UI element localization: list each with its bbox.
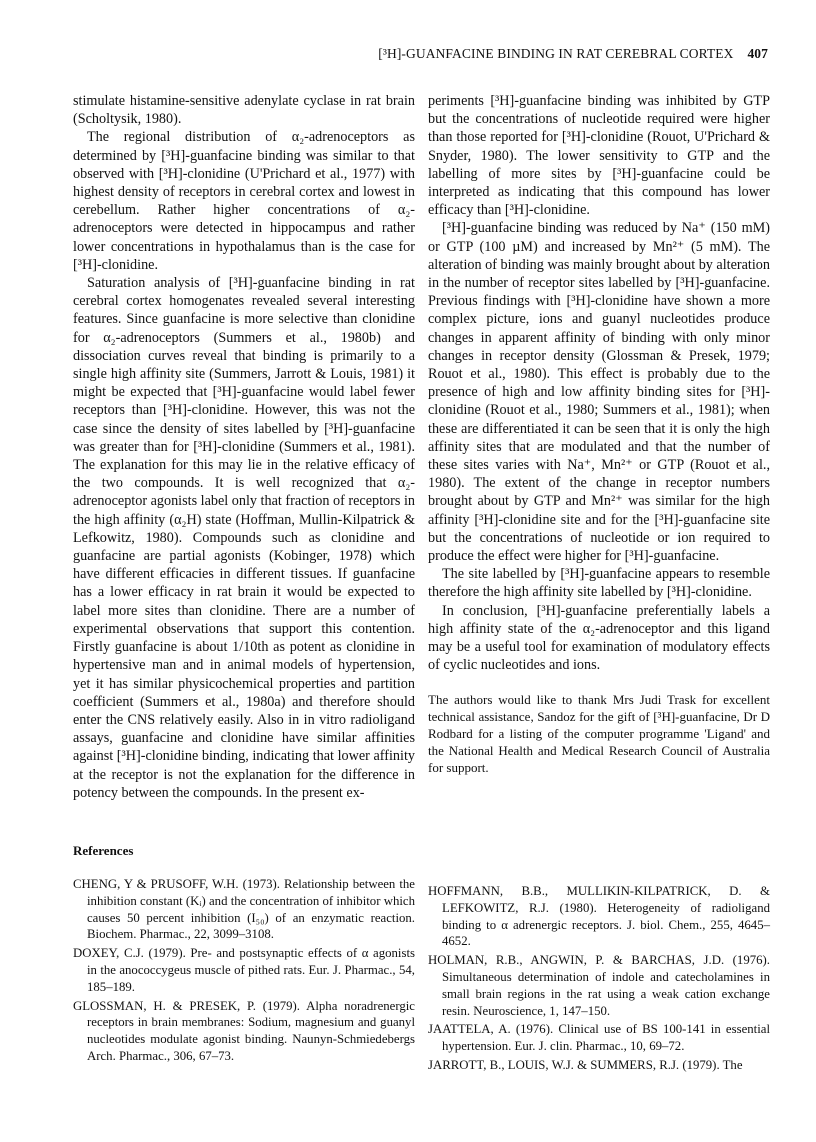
paragraph: Saturation analysis of [³H]-guanfacine binding in rat cerebral cortex homogenates revealed several interesting features. Since guanfacine is more selective than clonidine for α₂-adrenoceptors (Summers et al., 1980b) and dissociation curves reveal that binding is primarily to a single high affinity site (Summers, Jarrott & Louis, 1981) it might be expected that [³H]-guanfacine would label fewer receptors than [³H]-clonidine. However, this was not the case since the density of sites labelled by [³H]-guanfacine was greater than for [³H]-clonidine (Summers et al., 1981). The explanation for this may lie in the relative efficacy of the two compounds. It is well recognized that α₂-adrenoceptor agonists label only that fraction of receptors in the high affinity (α₂H) state (Hoffman, Mullin-Kilpatrick & Lefkowitz, 1980). Compounds such as clonidine and guanfacine are partial agonists (Kobinger, 1978) which have different efficacies in different tissues. If guanfacine has a lower efficacy in rat brain it would be expected to label more sites than clonidine. There are a number of experimental observations that support this contention. Firstly guanfacine is about 1/10th as potent as clonidine in hypertensive man and in animal models of hypertension, yet it has similar physicochemical properties and partition coefficient (Summers et al., 1980a) and therefore should enter the CNS relatively easily. Also in in vitro radioligand assays, guanfacine and clonidine have similar affinities against [³H]-clonidine binding, indicating that lower affinity at the receptor is not the explanation for the difference in potency between the compounds. In the present ex- [73,275,415,801]
left-column [73,92,415,802]
paragraph: The regional distribution of α₂-adrenoceptors as determined by [³H]-guanfacine binding was similar to that observed with [³H]-clonidine (U'Prichard et al., 1977) with highest density of receptors in cerebral cortex and lowest in cerebellum. Rather higher concentrations of α₂-adrenoceptors were detected in hippocampus and rather lower concentrations in hypothalamus than is the case for [³H]-clonidine. [73,129,415,273]
reference-item: HOFFMANN, B.B., MULLIKIN-KILPATRICK, D. & LEFKOWITZ, R.J. (1980). Heterogeneity of radioligand binding to α adrenergic receptors. J. biol. Chem., 255, 4645–4652. [428,884,770,949]
acknowledgements: The authors would like to thank Mrs Judi Trask for excellent technical assistance, Sandoz for the gift of [³H]-guanfacine, Dr D Rodbard for a listing of the computer programme 'Ligand' and the National Health and Medical Research Council of Australia for support. [428,691,770,775]
references-right [428,883,770,1076]
reference-item: DOXEY, C.J. (1979). Pre- and postsynaptic effects of α agonists in the anococcygeus muscle of pithed rats. Eur. J. Pharmac., 54, 185–189. [73,946,415,994]
page-number: 407 [747,46,768,61]
reference-item: CHENG, Y & PRUSOFF, W.H. (1973). Relationship between the inhibition constant (Kᵢ) and the concentration of inhibitor which causes 50 percent inhibition (I₅₀) of an enzymatic reaction. Biochem. Pharmac., 22, 3099–3108. [73,877,415,942]
paragraph: periments [³H]-guanfacine binding was inhibited by GTP but the concentrations of nucleotide required were higher than those reported for [³H]-clonidine (Rouot, U'Prichard & Snyder, 1980). The lower sensitivity to GTP and the labelling of more sites by [³H]-guanfacine could be interpreted as indicating that this compound has lower efficacy than [³H]-clonidine. [428,93,770,219]
paragraph: stimulate histamine-sensitive adenylate cyclase in rat brain (Scholtysik, 1980). [73,93,415,128]
paragraph: The site labelled by [³H]-guanfacine appears to resemble therefore the high affinity site labelled by [³H]-clonidine. [428,566,770,601]
paragraph: In conclusion, [³H]-guanfacine preferentially labels a high affinity state of the α₂-adrenoceptor and this ligand may be a useful tool for examination of modulatory effects of cyclic nucleotides and ions. [428,602,770,674]
running-header [0,46,768,62]
reference-item: HOLMAN, R.B., ANGWIN, P. & BARCHAS, J.D. (1976). Simultaneous determination of indole and catecholamines in small brain regions in the rat using a weak cation exchange resin. Neuroscience, 1, 147–150. [428,953,770,1018]
reference-item: JAATTELA, A. (1976). Clinical use of BS 100-141 in essential hypertension. Eur. J. clin. Pharmac., 10, 69–72. [428,1022,770,1054]
references-heading: References [73,843,134,858]
paragraph: [³H]-guanfacine binding was reduced by Na⁺ (150 mM) or GTP (100 µM) and increased by Mn²⁺ (5 mM). The alteration of binding was mainly brought about by alteration in the number of receptor sites labelled by [³H]-guanfacine. Previous findings with [³H]-clonidine have shown a more complex picture, ions and guanyl nucleotides produce changes in apparent affinity of binding with only minor changes in receptor density (Glossman & Presek, 1979; Rouot et al., 1980). This effect is probably due to the presence of high and low affinity binding sites for [³H]-clonidine (Rouot et al., 1980; Summers et al., 1981); when these are differentiated it can be seen that it is only the high affinity sites that are modulated and that the number of these sites varies with Na⁺, Mn²⁺ or GTP (Rouot et al., 1980). The extent of the change in receptor numbers brought about by GTP and Mn²⁺ was similar for the high affinity [³H]-clonidine site and for the [³H]-guanfacine site but the concentrations of nucleotide or ion required to produce the effect were higher for [³H]-guanfacine. [428,220,770,565]
references-left [73,876,415,1067]
reference-item: JARROTT, B., LOUIS, W.J. & SUMMERS, R.J. (1979). The [428,1057,743,1072]
right-column [428,92,770,776]
running-title: [³H]-GUANFACINE BINDING IN RAT CEREBRAL CORTEX [378,46,734,61]
reference-item: GLOSSMAN, H. & PRESEK, P. (1979). Alpha noradrenergic receptors in brain membranes: Sodium, magnesium and guanyl nucleotides modulate agonist binding. Naunyn-Schmiedebergs Arch. Pharmac., 306, 67–73. [73,998,415,1063]
